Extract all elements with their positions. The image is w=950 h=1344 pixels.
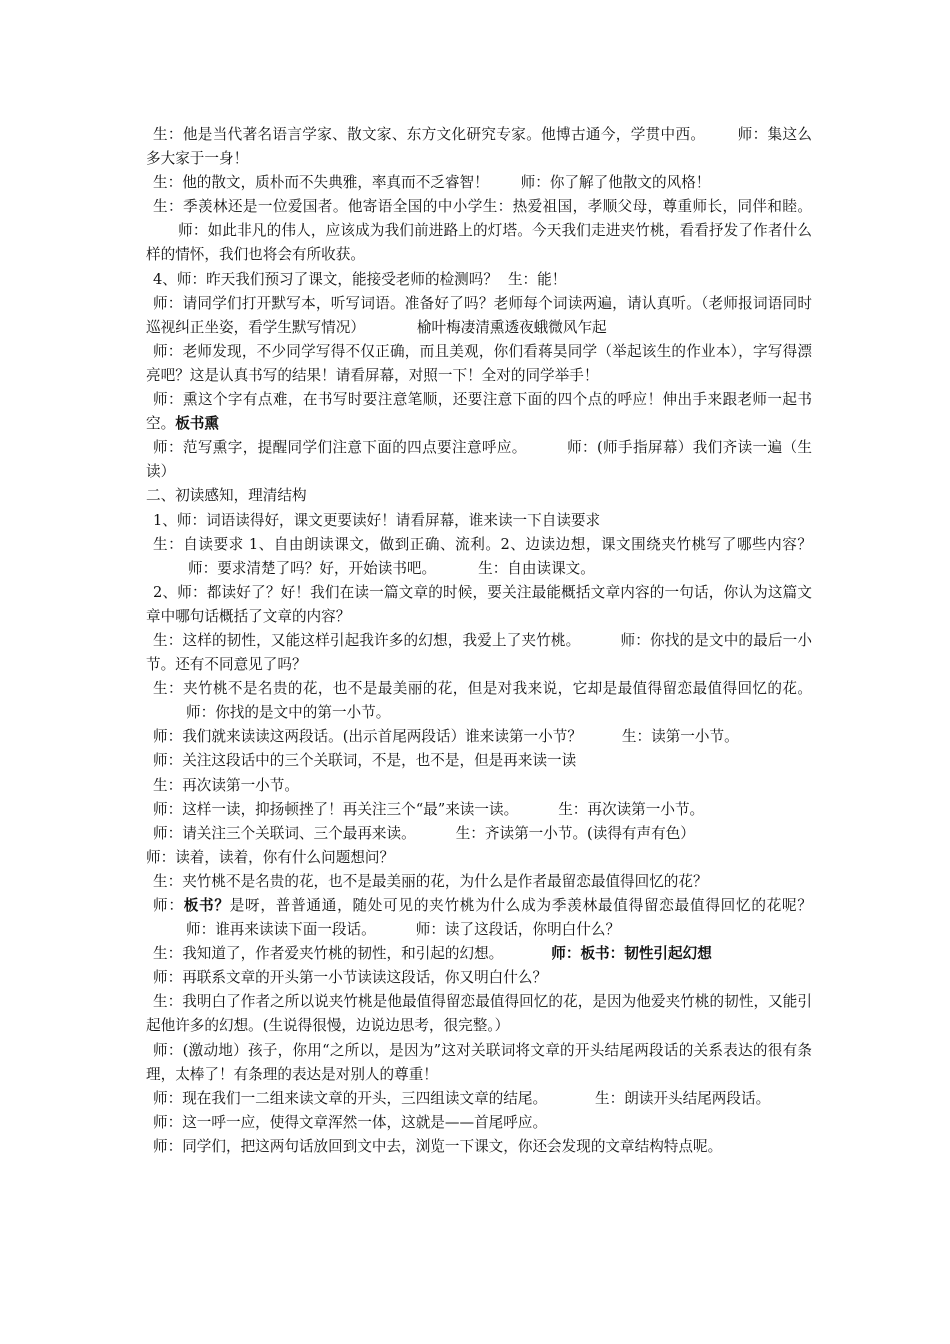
dialogue-line: 是呀，普普通通，随处可见的夹竹桃为什么成为季羡林最值得留恋最值得回忆的花呢？ bbox=[229, 897, 812, 914]
dialogue-line: 师：集这么多大家于一身！ bbox=[146, 126, 812, 168]
paragraph bbox=[146, 581, 812, 629]
dialogue-line: 生：齐读第一小节。(读得有声有色） bbox=[455, 824, 695, 842]
paragraph bbox=[146, 629, 812, 677]
section-heading-text: 二、初读感知，理清结构 bbox=[146, 487, 307, 505]
dialogue-line: 师：你找的是文中的最后一小节。还有不同意见了吗？ bbox=[146, 631, 812, 674]
paragraph bbox=[146, 1111, 812, 1135]
paragraph bbox=[146, 123, 812, 171]
board-note: 板书熏 bbox=[175, 415, 219, 433]
dialogue-line: 师：再联系文章的开头第一小节读读这段话，你又明白什么？ bbox=[153, 969, 548, 987]
dialogue-line: 生：夹竹桃不是名贵的花，也不是最美丽的花，为什么是作者最留恋最值得回忆的花？ bbox=[153, 872, 708, 890]
paragraph bbox=[146, 725, 812, 749]
paragraph bbox=[146, 292, 812, 340]
dialogue-line: 师：读了这段话，你明白什么？ bbox=[415, 921, 621, 939]
dialogue-line: 师：这样一读，抑扬顿挫了！再关注三个“最”来读一读。 bbox=[153, 800, 519, 818]
dialogue-line: 生：读第一小节。 bbox=[621, 728, 739, 746]
dialogue-line: 师：熏这个字有点难，在书写时要注意笔顺，还要注意下面的四个点的呼应！伸出手来跟老师一起书空。 bbox=[146, 391, 812, 433]
board-note: 师：板书：韧性引起幻想 bbox=[551, 945, 712, 963]
paragraph bbox=[146, 677, 812, 725]
paragraph bbox=[146, 870, 812, 894]
dialogue-line: 4、师：昨天我们预习了课文，能接受老师的检测吗？ bbox=[153, 270, 498, 288]
dialogue-line: 师：你找的是文中的第一小节。 bbox=[186, 704, 391, 722]
dialogue-line: 师：(师手指屏幕）我们齐读一遍（生读） bbox=[146, 439, 812, 481]
dialogue-line: 师：读着，读着，你有什么问题想问？ bbox=[146, 848, 395, 866]
dialogue-line: 师：现在我们一二组来读文章的开头，三四组读文章的结尾。 bbox=[153, 1089, 548, 1107]
paragraph bbox=[146, 1087, 812, 1111]
section-heading bbox=[146, 484, 812, 508]
paragraph bbox=[146, 774, 812, 798]
paragraph bbox=[146, 1039, 812, 1087]
paragraph bbox=[146, 822, 812, 846]
dialogue-line: 师：(激动地）孩子，你用“之所以，是因为”这对关联词将文章的开头结尾两段话的关系表达的很有条理，太棒了！有条理的表达是对别人的尊重！ bbox=[146, 1041, 812, 1083]
paragraph bbox=[146, 990, 812, 1038]
dialogue-line: 师：要求清楚了吗？好，开始读书吧。 bbox=[188, 559, 437, 577]
paragraph bbox=[146, 749, 812, 773]
dialogue-line: 师：我们就来读读这两段话。(出示首尾两段话）谁来读第一小节？ bbox=[153, 728, 582, 746]
dialogue-line: 师：老师发现，不少同学写得不仅正确，而且美观，你们看蒋昊同学（举起该生的作业本），字写得漂亮吧？这是认真书写的结果！请看屏幕，对照一下！全对的同学举手！ bbox=[146, 342, 812, 384]
dialogue-line: 生：自由读课文。 bbox=[478, 559, 595, 577]
vocabulary-list: 榆叶梅凄清熏透夜蛾微风乍起 bbox=[416, 318, 607, 336]
dialogue-line: 师：范写熏字，提醒同学们注意下面的四点要注意呼应。 bbox=[153, 439, 527, 457]
dialogue-line: 生：朗读开头结尾两段话。 bbox=[595, 1089, 771, 1107]
dialogue-line: 生：我明白了作者之所以说夹竹桃是他最值得留恋最值得回忆的花，是因为他爱夹竹桃的韧性，又能引起他许多的幻想。(生说得很慢，边说边思考，很完整。） bbox=[146, 993, 812, 1035]
board-note: 板书？ bbox=[183, 897, 230, 914]
dialogue-line: 生：他的散文，质朴而不失典雅，率真而不乏睿智！ bbox=[153, 174, 489, 192]
document-page bbox=[146, 123, 812, 1159]
dialogue-line: 生：这样的韧性，又能这样引起我许多的幻想，我爱上了夹竹桃。 bbox=[153, 631, 581, 649]
dialogue-line: 师： bbox=[153, 897, 184, 914]
paragraph bbox=[146, 1135, 812, 1159]
dialogue-line: 师：请关注三个关联词、三个最再来读。 bbox=[153, 824, 416, 842]
dialogue-line: 1、师：词语读得好，课文更要读好！请看屏幕，谁来读一下自读要求 bbox=[153, 511, 601, 529]
dialogue-line: 师：你了解了他散文的风格！ bbox=[520, 174, 711, 192]
dialogue-line: 2、师：都读好了？好！我们在读一篇文章的时候，要关注最能概括文章内容的一句话，你认为这篇文章中哪句话概括了文章的内容？ bbox=[146, 583, 812, 625]
dialogue-line: 生：能！ bbox=[507, 270, 567, 288]
dialogue-line: 师：谁再来读读下面一段话。 bbox=[186, 921, 376, 939]
paragraph bbox=[146, 509, 812, 533]
paragraph bbox=[146, 798, 812, 822]
paragraph bbox=[146, 966, 812, 990]
paragraph bbox=[146, 388, 812, 436]
dialogue-line: 师：同学们，把这两句话放回到文中去，浏览一下课文，你还会发现的文章结构特点呢。 bbox=[153, 1137, 723, 1155]
paragraph bbox=[146, 171, 812, 195]
dialogue-line: 师：这一呼一应，使得文章浑然一体，这就是——首尾呼应。 bbox=[153, 1113, 548, 1131]
paragraph bbox=[146, 533, 812, 581]
dialogue-line: 生：夹竹桃不是名贵的花，也不是最美丽的花，但是对我来说，它却是最值得留恋最值得回忆的花。 bbox=[153, 680, 812, 698]
dialogue-line: 生：再次读第一小节。 bbox=[153, 776, 299, 794]
paragraph bbox=[146, 846, 812, 870]
paragraph bbox=[146, 195, 812, 267]
dialogue-line: 生：再次读第一小节。 bbox=[558, 800, 705, 818]
paragraph bbox=[146, 268, 812, 292]
dialogue-line: 师：请同学们打开默写本，听写词语。准备好了吗？老师每个词读两遍，请认真听。（老师报词语同时巡视纠正坐姿，看学生默写情况） bbox=[146, 294, 812, 336]
paragraph bbox=[146, 436, 812, 484]
paragraph bbox=[146, 894, 812, 942]
paragraph bbox=[146, 942, 812, 966]
dialogue-line: 生：自读要求 1、自由朗读课文，做到正确、流利。2、边读边想，课文围绕夹竹桃写了哪些内容？ bbox=[153, 535, 812, 553]
dialogue-line: 师：如此非凡的伟人，应该成为我们前进路上的灯塔。今天我们走进夹竹桃，看看抒发了作者什么样的情怀，我们也将会有所收获。 bbox=[146, 222, 812, 264]
dialogue-line: 生：我知道了，作者爱夹竹桃的韧性，和引起的幻想。 bbox=[153, 945, 504, 963]
dialogue-line: 生：他是当代著名语言学家、散文家、东方文化研究专家。他博古通今，学贯中西。 bbox=[153, 126, 706, 143]
dialogue-line: 师：关注这段话中的三个关联词，不是，也不是，但是再来读一读 bbox=[153, 752, 577, 770]
paragraph bbox=[146, 340, 812, 388]
dialogue-line: 生：季羡林还是一位爱国者。他寄语全国的中小学生：热爱祖国，孝顺父母，尊重师长，同伴和睦。 bbox=[153, 198, 812, 216]
